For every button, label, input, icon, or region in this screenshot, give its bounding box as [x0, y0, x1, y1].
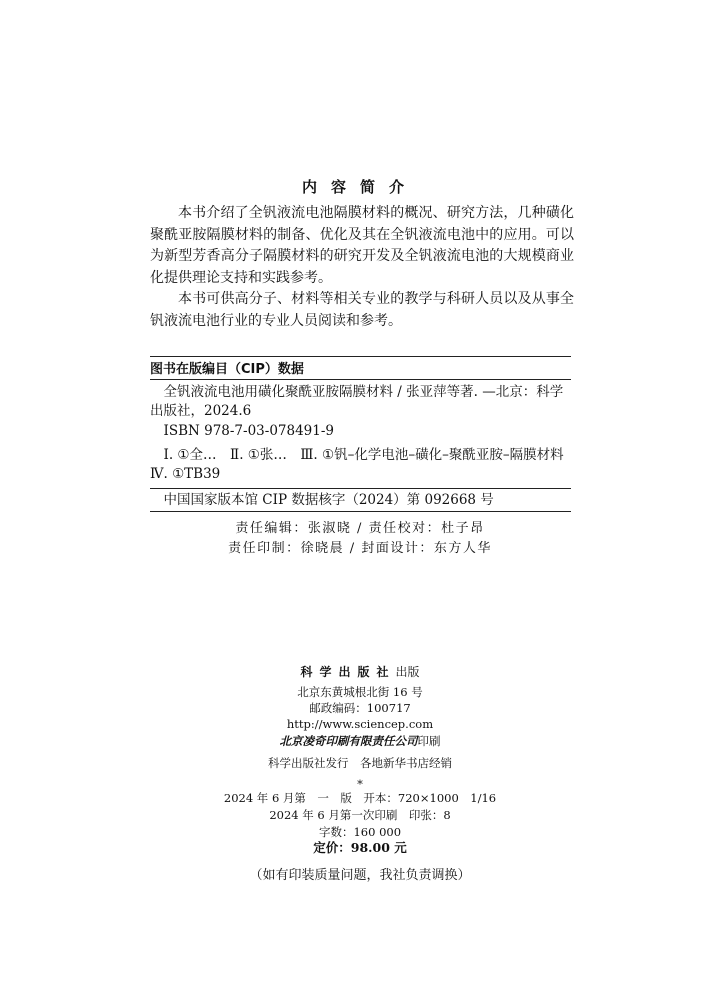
publisher-name: 科学出版社: [300, 665, 396, 679]
cip-classification: Ⅰ. ①全… Ⅱ. ①张… Ⅲ. ①钒–化学电池–磺化–聚酰亚胺–隔膜材料 Ⅳ. ①TB39: [150, 447, 578, 482]
summary-paragraph-2: 本书可供高分子、材料等相关专业的教学与科研人员以及从事全钒液流电池行业的专业人员阅读和参考。: [150, 291, 574, 329]
edition-line: 2024 年 6 月第 一 版 开本：720×1000 1/16: [223, 791, 497, 805]
cip-heading: 图书在版编目（CIP）数据: [150, 362, 304, 377]
printer-suffix: 印刷: [417, 734, 441, 748]
production-credits: 责任印制：徐晓晨 / 封面设计：东方人华: [228, 541, 492, 556]
separator-star: *: [357, 777, 363, 791]
publisher-line: [0, 664, 720, 680]
printer-name: 北京凌奇印刷有限责任公司: [279, 734, 418, 748]
postal-code: 邮政编码：100717: [309, 701, 411, 715]
summary-paragraph-1: 本书介绍了全钒液流电池隔膜材料的概况、研究方法，几种磺化聚酰亚胺隔膜材料的制备、优化及其在全钒液流电池中的应用。可以为新型芳香高分子隔膜材料的研究开发及全钒液流电池的大规模商业化提供理论支持和实践参考。: [150, 205, 574, 286]
price-value: 98.00 元: [350, 840, 407, 855]
publisher-address: 北京东黄城根北街 16 号: [297, 685, 423, 699]
cip-record-number: 中国国家版本馆 CIP 数据核字（2024）第 092668 号: [163, 492, 494, 508]
editor-credits: 责任编辑：张淑晓 / 责任校对：杜子昂: [235, 521, 485, 536]
cip-heading-rule: [150, 379, 571, 380]
price-line: [0, 840, 720, 856]
cip-bottom-rule: [150, 511, 571, 512]
publisher-url: http://www.sciencep.com: [286, 717, 434, 731]
cip-record-rule: [150, 488, 571, 489]
cip-isbn: ISBN 978-7-03-078491-9: [163, 423, 335, 439]
cip-catalog-entry: 全钒液流电池用磺化聚酰亚胺隔膜材料 / 张亚萍等著. —北京：科学出版社，2024.6: [150, 384, 564, 419]
word-count: 字数：160 000: [318, 825, 402, 839]
quality-notice: （如有印装质量问题，我社负责调换）: [249, 868, 471, 883]
cip-top-rule: [150, 356, 571, 357]
distribution-line: 科学出版社发行 各地新华书店经销: [268, 756, 452, 770]
price-label: 定价：: [313, 840, 351, 855]
print-run-line: 2024 年 6 月第一次印刷 印张：8: [269, 808, 451, 822]
publisher-suffix: 出版: [395, 665, 420, 679]
printer-line: [0, 733, 720, 749]
page-title: 内容简介: [301, 178, 418, 196]
